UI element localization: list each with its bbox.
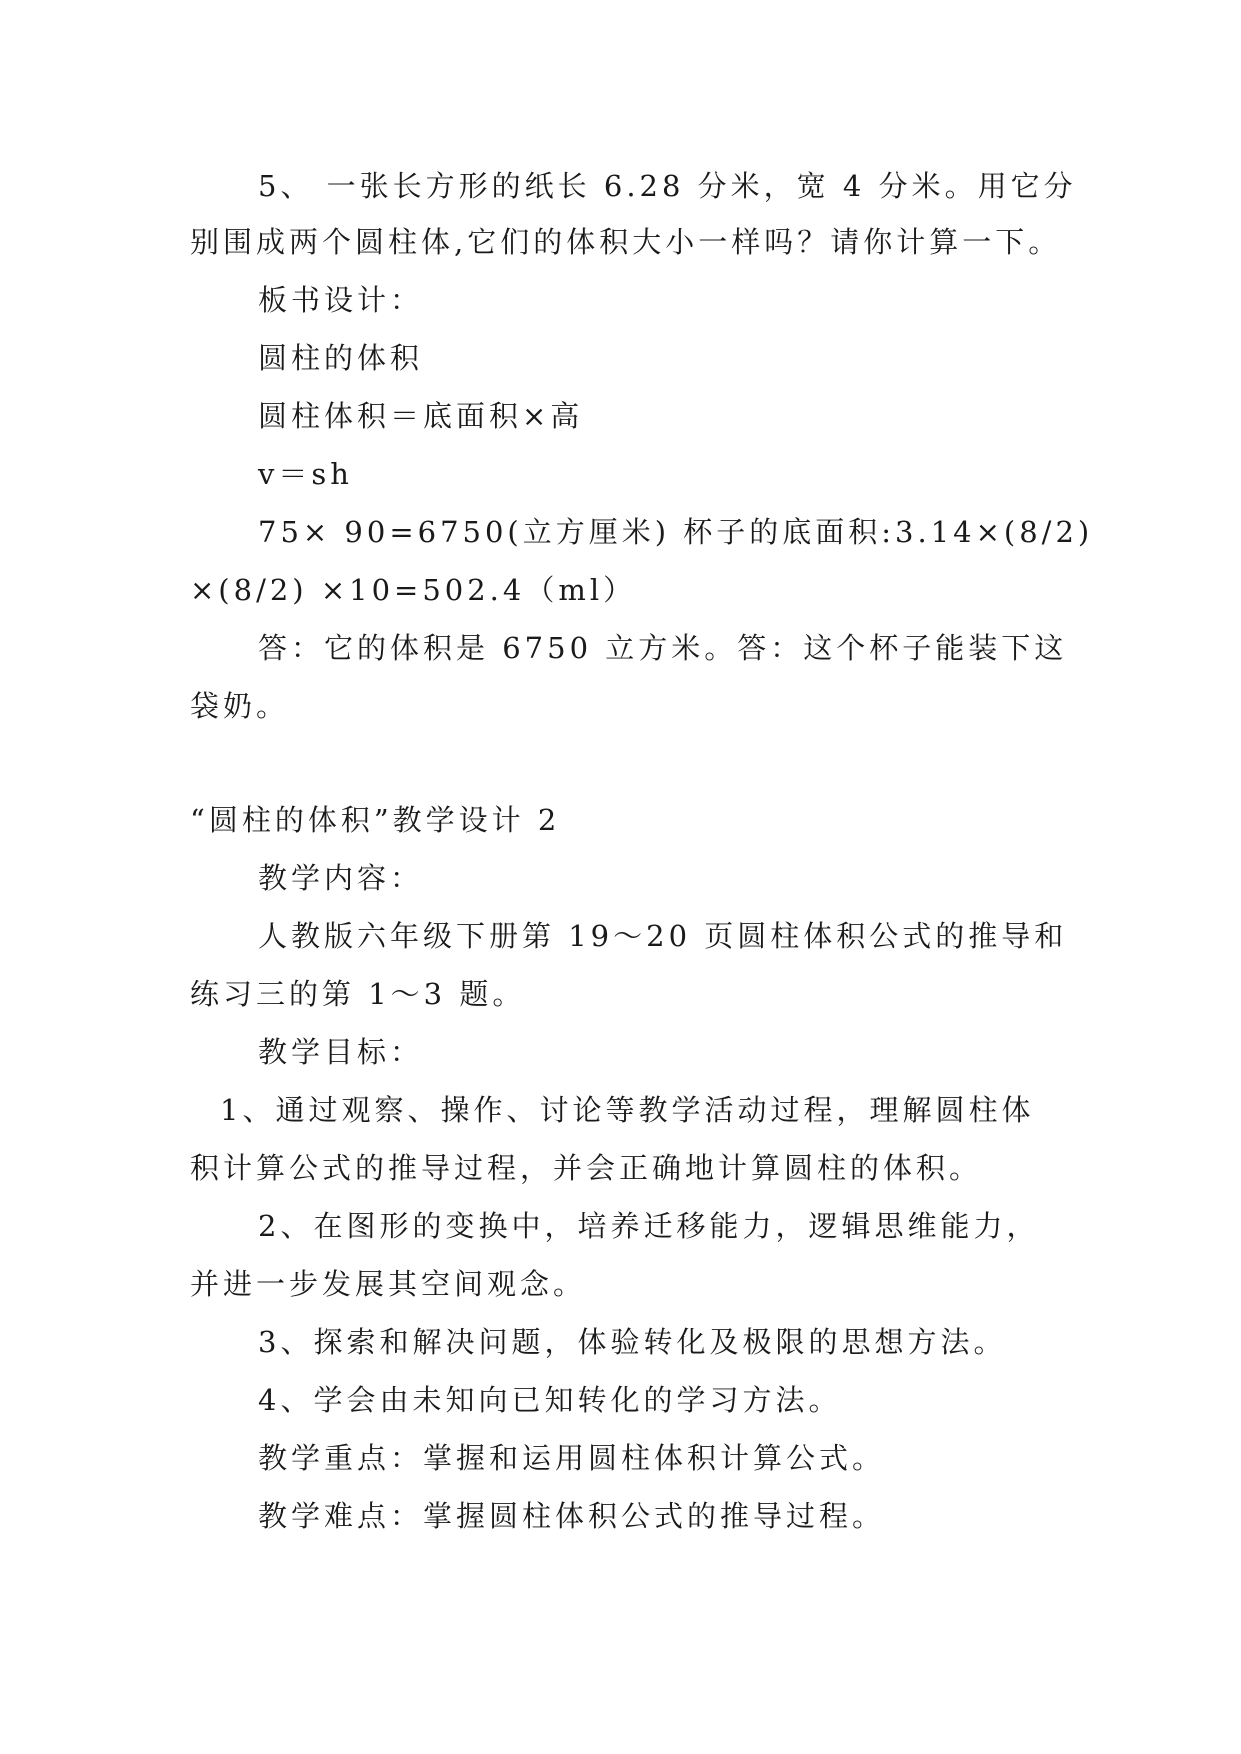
objective-2-line-2: 并进一步发展其空间观念。 — [190, 1267, 587, 1301]
problem-5-line-2: 别围成两个圆柱体,它们的体积大小一样吗？请你计算一下。 — [190, 225, 1062, 259]
formula-symbolic: v＝sh — [258, 457, 353, 491]
calculation-line-2: ×(8/2) ×10=502.4（ml） — [190, 573, 637, 607]
objective-1-line-2: 积计算公式的推导过程，并会正确地计算圆柱的体积。 — [190, 1151, 983, 1185]
calculation-line-1: 75× 90=6750(立方厘米) 杯子的底面积:3.14×(8/2) — [258, 515, 1094, 549]
difficult-point: 教学难点：掌握圆柱体积公式的推导过程。 — [258, 1499, 886, 1533]
board-design-heading: 板书设计： — [258, 283, 424, 317]
objective-2-line-1: 2、在图形的变换中，培养迁移能力，逻辑思维能力， — [258, 1209, 1040, 1243]
board-title: 圆柱的体积 — [258, 341, 424, 375]
content-line-1: 人教版六年级下册第 19～20 页圆柱体积公式的推导和 — [258, 919, 1068, 953]
objective-4: 4、学会由未知向已知转化的学习方法。 — [258, 1383, 842, 1417]
answer-line-2: 袋奶。 — [190, 689, 290, 723]
formula-text: 圆柱体积＝底面积×高 — [258, 399, 584, 433]
objective-3: 3、探索和解决问题，体验转化及极限的思想方法。 — [258, 1325, 1007, 1359]
content-line-2: 练习三的第 1～3 题。 — [190, 977, 526, 1011]
problem-5-line-1: 5、 一张长方形的纸长 6.28 分米，宽 4 分米。用它分 — [258, 169, 1077, 203]
content-heading: 教学内容： — [258, 861, 424, 895]
answer-line-1: 答：它的体积是 6750 立方米。答：这个杯子能装下这 — [258, 631, 1068, 665]
objective-1-line-1: 1、通过观察、操作、讨论等教学活动过程，理解圆柱体 — [220, 1093, 1035, 1127]
objectives-heading: 教学目标： — [258, 1035, 424, 1069]
key-point: 教学重点：掌握和运用圆柱体积计算公式。 — [258, 1441, 886, 1475]
section-title: “圆柱的体积”教学设计 2 — [190, 803, 561, 837]
